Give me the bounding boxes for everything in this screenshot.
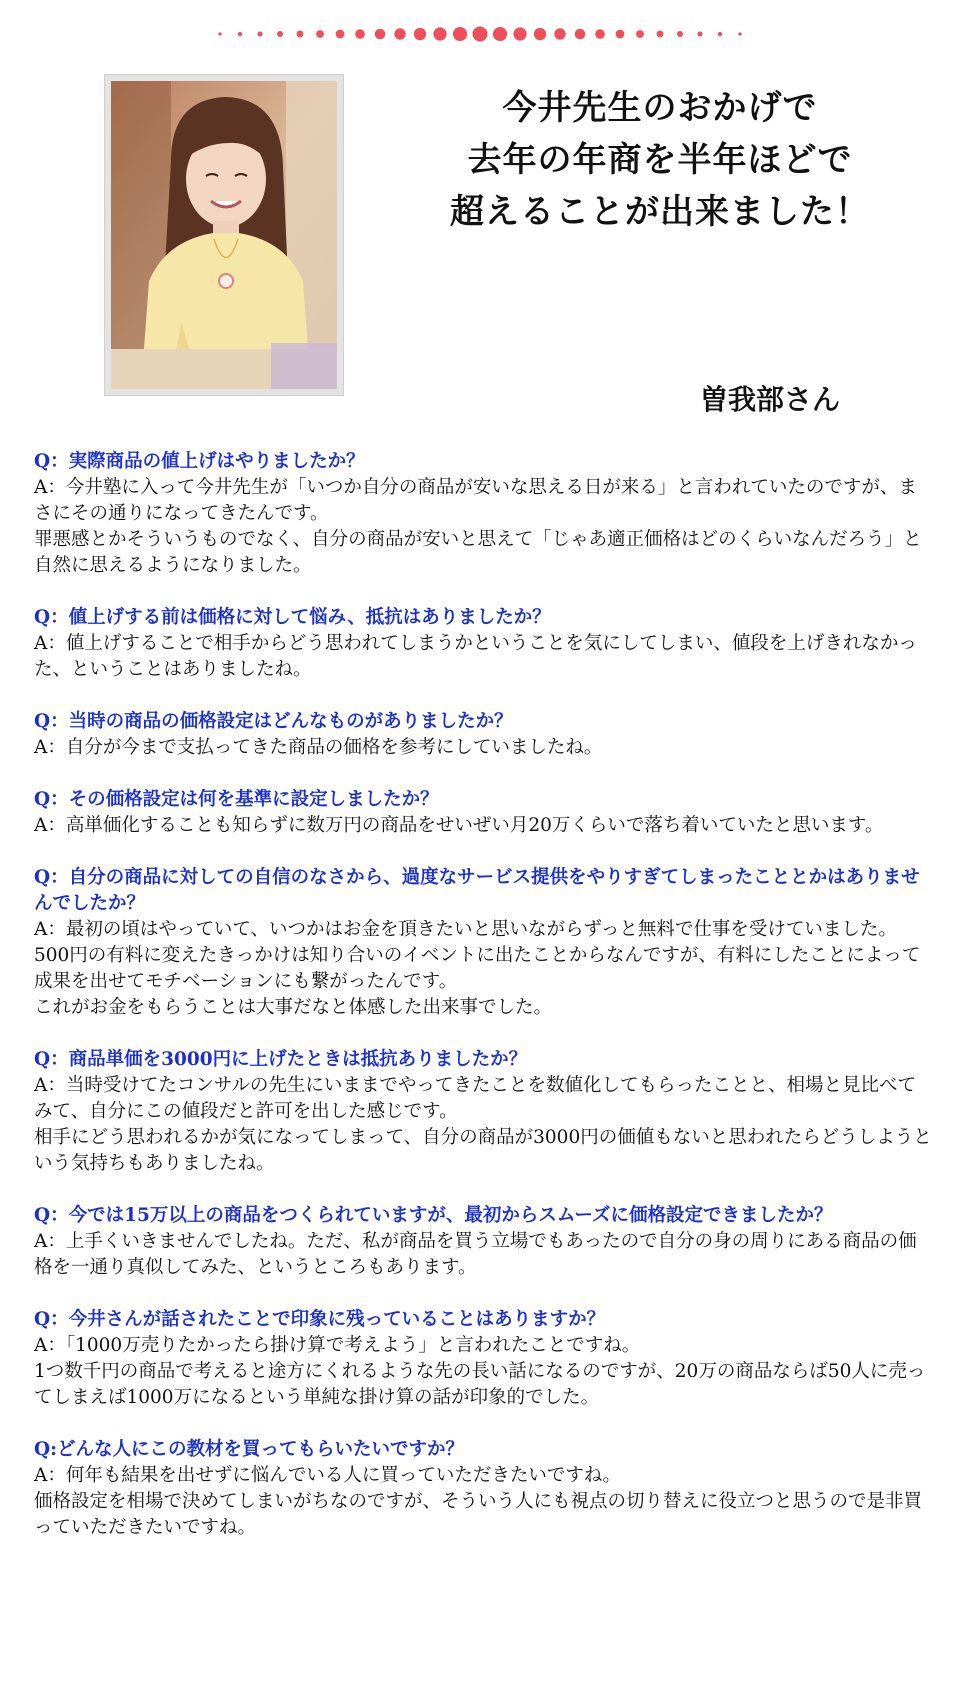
answer-line: A：何年も結果を出せずに悩んでいる人に買っていただきたいですね。 [34, 1465, 621, 1486]
answer [34, 917, 934, 1021]
answer-line: 500円の有料に変えたきっかけは知り合いのイベントに出たことからなんですが、有料にしたことによって成果を出せてモチベーションにも繋がったんです。 [34, 945, 921, 992]
decorative-dot [277, 31, 283, 37]
qa-item-5 [34, 865, 934, 1021]
answer [34, 631, 934, 683]
decorative-dot [375, 29, 386, 40]
portrait-photo [111, 81, 337, 389]
decorative-dot [394, 28, 405, 39]
answer [34, 475, 934, 579]
decorative-dot [534, 28, 546, 40]
question: Q：今では15万以上の商品をつくられていますが、最初からスムーズに価格設定できましたか？ [34, 1205, 833, 1226]
question: Q:どんな人にこの教材を買ってもらいたいですか？ [34, 1439, 464, 1460]
headline-line-3: 超えることが出来ました！ [450, 192, 870, 232]
decorative-dot [433, 27, 446, 40]
answer-line: 罪悪感とかそういうものでなく、自分の商品が安いと思えて「じゃあ適正価格はどのくらいなんだろう」と自然に思えるようになりました。 [34, 529, 922, 576]
qa-item-7 [34, 1203, 934, 1281]
decorative-dot [414, 28, 426, 40]
decorative-dot [297, 31, 304, 38]
answer-line: A：最初の頃はやっていて、いつかはお金を頂きたいと思いながらずっと無料で仕事を受けていました。 [34, 919, 897, 940]
answer-line: A：自分が今まで支払ってきた商品の価格を参考にしていましたね。 [34, 737, 603, 758]
decorative-dot [316, 30, 324, 38]
decorative-dot [473, 27, 488, 42]
answer-line: A：今井塾に入って今井先生が「いつか自分の商品が安いな思える日が来る」と言われていたのですが、まさにその通りになってきたんです。 [34, 477, 917, 524]
qa-item-9 [34, 1437, 934, 1541]
portrait-frame [104, 74, 344, 396]
qa-item-8 [34, 1307, 934, 1411]
answer-line: A：上手くいきませんでしたね。ただ、私が商品を買う立場でもあったので自分の身の周りにある商品の価格を一通り真似してみた、というところもあります。 [34, 1231, 917, 1278]
decorative-dot [575, 29, 586, 40]
decorative-dot [595, 29, 605, 39]
decorative-dot [718, 32, 722, 36]
answer [34, 1333, 934, 1411]
decorative-dot [218, 32, 221, 35]
answer [34, 813, 934, 839]
answer-line: A：値上げすることで相手からどう思われてしまうかということを気にしてしまい、値段を上げきれなかった、ということはありましたね。 [34, 633, 917, 680]
qa-section [34, 449, 934, 1567]
answer-line: A：高単価化することも知らずに数万円の商品をせいぜい月20万くらいで落ち着いていたと思います。 [34, 815, 884, 836]
qa-item-6 [34, 1047, 934, 1177]
decorative-dot [554, 28, 565, 39]
answer [34, 1073, 934, 1177]
answer-line: A：当時受けてたコンサルの先生にいままでやってきたことを数値化してもらったことと、相場と見比べてみて、自分にこの値段だと許可を出した感じです。 [34, 1075, 916, 1122]
answer-line: これがお金をもらうことは大事だなと体感した出来事でした。 [34, 997, 553, 1018]
headline [400, 82, 920, 238]
qa-item-1 [34, 449, 934, 579]
decorative-dot [677, 31, 683, 37]
decorative-dot [513, 27, 526, 40]
qa-item-3 [34, 709, 934, 761]
headline-line-1: 今井先生のおかげで [502, 88, 818, 128]
decorative-dot [238, 32, 242, 36]
decorative-dot [697, 31, 702, 36]
question: Q：商品単価を3000円に上げたときは抵抗ありましたか？ [34, 1049, 528, 1070]
decorative-dot [257, 31, 262, 36]
decorative-dot [636, 30, 644, 38]
answer [34, 1229, 934, 1281]
question: Q：その価格設定は何を基準に設定しましたか？ [34, 789, 439, 810]
decorative-dot [493, 27, 507, 41]
question: Q：今井さんが話されたことで印象に残っていることはありますか？ [34, 1309, 606, 1330]
portrait-illustration [111, 81, 337, 389]
decorative-dot [336, 30, 345, 39]
question: Q：実際商品の値上げはやりましたか？ [34, 451, 365, 472]
decorative-dot [355, 29, 365, 39]
question: Q：自分の商品に対しての自信のなさから、過度なサービス提供をやりすぎてしまったこととかはありませんでしたか？ [34, 867, 920, 914]
question: Q：当時の商品の価格設定はどんなものがありましたか？ [34, 711, 513, 732]
answer-line: A：「1000万売りたかったら掛け算で考えよう」と言われたことですね。 [34, 1335, 641, 1356]
answer [34, 1463, 934, 1541]
answer-line: 1つ数千円の商品で考えると途方にくれるような先の長い話になるのですが、20万の商品ならば50人に売ってしまえば1000万になるという単純な掛け算の話が印象的でした。 [34, 1361, 926, 1408]
answer-line: 相手にどう思われるかが気になってしまって、自分の商品が3000円の価値もないと思われたらどうしようという気持ちもありましたね。 [34, 1127, 932, 1174]
qa-item-2 [34, 605, 934, 683]
question: Q：値上げする前は価格に対して悩み、抵抗はありましたか？ [34, 607, 551, 628]
testimonial-name: 曽我部さん [700, 383, 841, 416]
decorative-dot [657, 31, 664, 38]
answer-line: 価格設定を相場で決めてしまいがちなのですが、そういう人にも視点の切り替えに役立つと思うので是非買っていただきたいですね。 [34, 1491, 923, 1538]
decorative-dot [453, 27, 467, 41]
decorative-dot [616, 30, 625, 39]
decorative-dot [738, 32, 741, 35]
decorative-dot-divider [0, 22, 960, 46]
headline-line-2: 去年の年商を半年ほどで [467, 140, 853, 180]
qa-item-4 [34, 787, 934, 839]
answer [34, 735, 934, 761]
